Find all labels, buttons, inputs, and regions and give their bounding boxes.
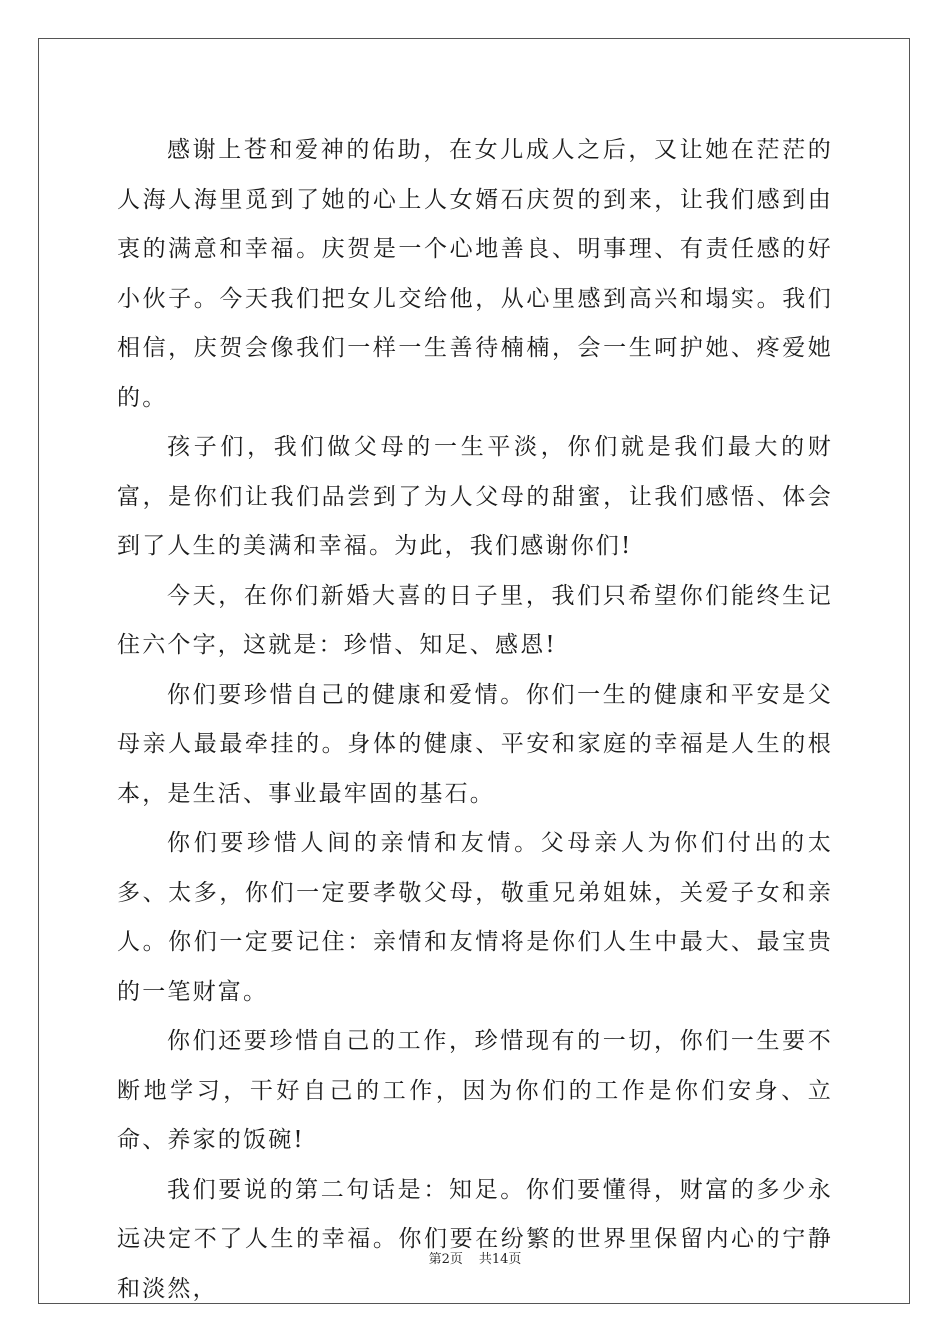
paragraph-5: 你们要珍惜人间的亲情和友情。父母亲人为你们付出的太多、太多，你们一定要孝敬父母，敬重兄弟姐妹，关爱子女和亲人。你们一定要记住：亲情和友情将是你们人生中最大、最宝贵的一笔财富。 xyxy=(117,830,833,1005)
paragraph-1: 感谢上苍和爱神的佑助，在女儿成人之后，又让她在茫茫的人海人海里觅到了她的心上人女婿石庆贺的到来，让我们感到由衷的满意和幸福。庆贺是一个心地善良、明事理、有责任感的好小伙子。今天我们把女儿交给他，从心里感到高兴和塌实。我们相信，庆贺会像我们一样一生善待楠楠，会一生呵护她、疼爱她的。 xyxy=(117,137,833,411)
paragraph-7: 我们要说的第二句话是：知足。你们要懂得，财富的多少永远决定不了人生的幸福。你们要在纷繁的世界里保留内心的宁静和淡然， xyxy=(117,1176,833,1302)
paragraph-6: 你们还要珍惜自己的工作，珍惜现有的一切，你们一生要不断地学习，干好自己的工作，因为你们的工作是你们安身、立命、养家的饭碗! xyxy=(117,1028,833,1153)
document-body xyxy=(117,126,833,1314)
paragraph-2: 孩子们，我们做父母的一生平淡，你们就是我们最大的财富，是你们让我们品尝到了为人父母的甜蜜，让我们感悟、体会到了人生的美满和幸福。为此，我们感谢你们! xyxy=(117,434,833,559)
page-total: 共14页 xyxy=(478,1252,522,1267)
page-footer xyxy=(0,1248,950,1267)
paragraph-4: 你们要珍惜自己的健康和爱情。你们一生的健康和平安是父母亲人最最牵挂的。身体的健康、平安和家庭的幸福是人生的根本，是生活、事业最牢固的基石。 xyxy=(117,681,833,807)
paragraph-3: 今天，在你们新婚大喜的日子里，我们只希望你们能终生记住六个字，这就是：珍惜、知足、感恩! xyxy=(117,582,833,658)
page-number: 第2页 xyxy=(428,1252,463,1267)
